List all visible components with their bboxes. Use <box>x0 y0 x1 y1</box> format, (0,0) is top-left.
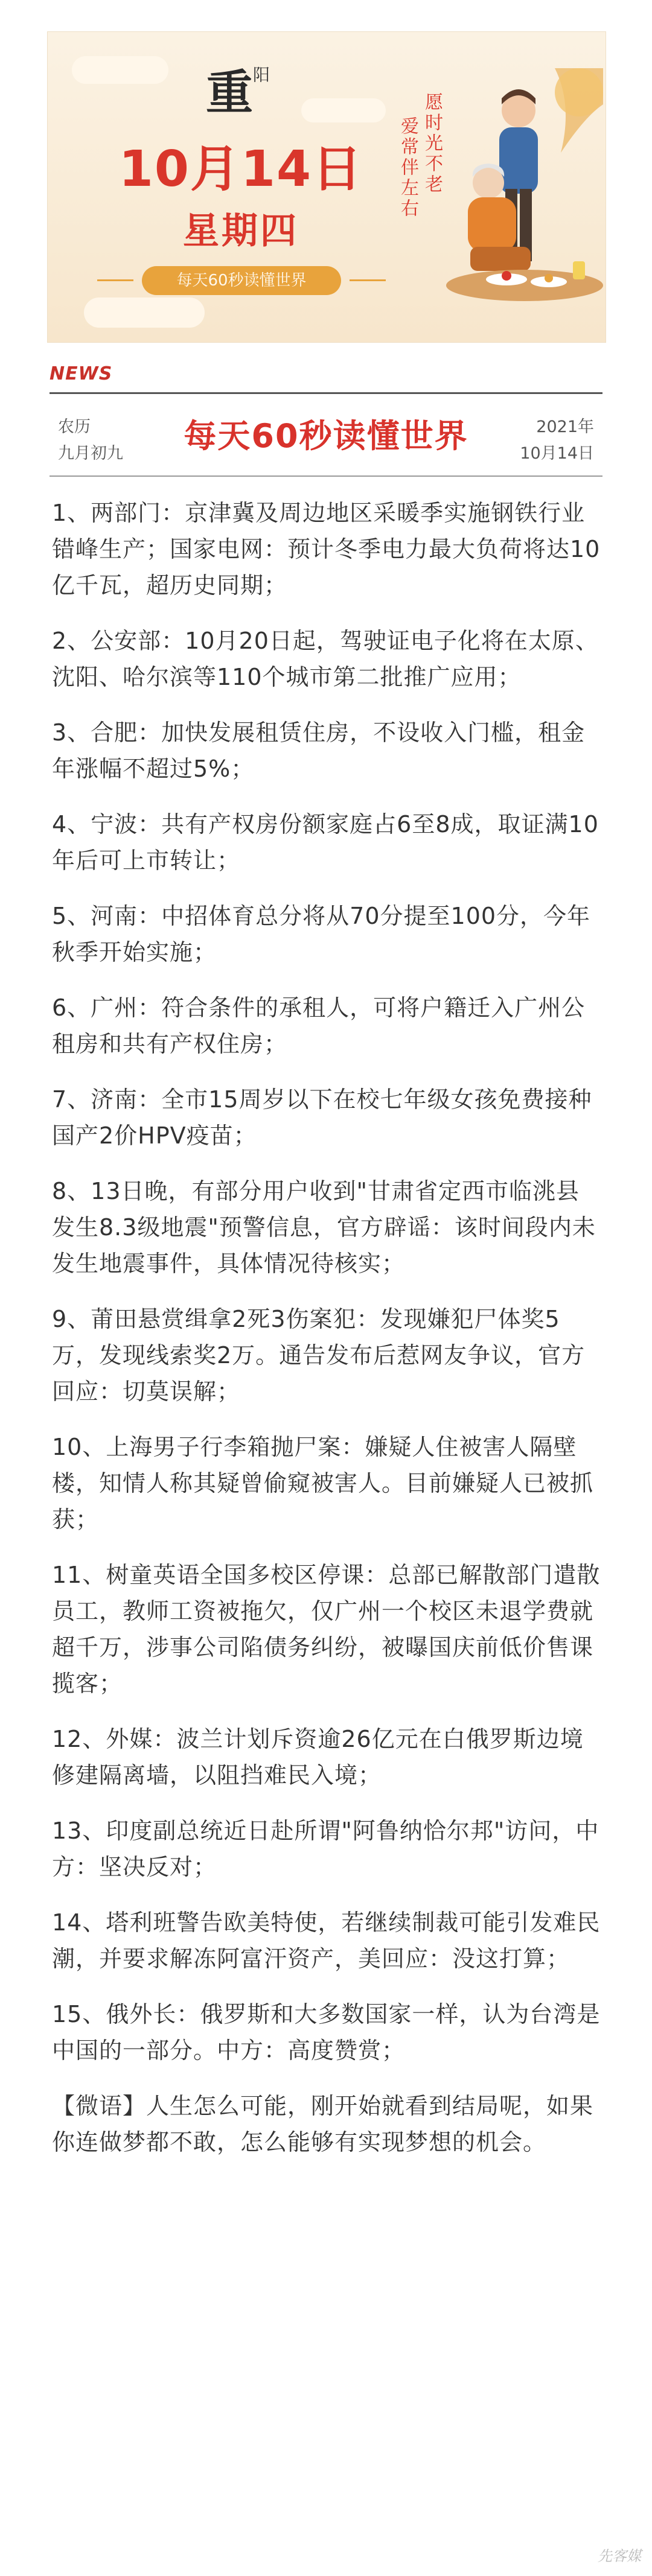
logo-char: 重 <box>206 65 254 120</box>
news-item: 1、两部门：京津冀及周边地区采暖季实施钢铁行业错峰生产；国家电网：预计冬季电力最大负荷将达10亿千瓦，超历史同期； <box>52 500 601 599</box>
lunar-line1: 农历 <box>58 418 91 436</box>
divider-bottom <box>50 475 602 477</box>
lunar-date <box>58 414 123 467</box>
logo-sub: 阳 <box>251 66 270 83</box>
gregorian-date <box>520 414 594 467</box>
news-item: 4、宁波：共有产权房份额家庭占6至8成，取证满10年后可上市转让； <box>52 811 599 874</box>
news-list <box>52 495 602 2160</box>
banner-ribbon: 每天60秒读懂世界 <box>142 266 341 295</box>
banner-image <box>47 31 606 343</box>
cloud-decoration <box>72 56 168 84</box>
news-item: 15、俄外长：俄罗斯和大多数国家一样，认为台湾是中国的一部分。中方：高度赞赏； <box>52 2001 601 2064</box>
masthead-title: 每天60秒读懂世界 <box>184 417 468 455</box>
news-item: 8、13日晚，有部分用户收到"甘肃省定西市临洮县发生8.3级地震"预警信息，官方辟谣：该时间段内未发生地震事件，具体情况待核实； <box>52 1178 596 1277</box>
banner-weekday: 星期四 <box>183 210 299 252</box>
banner-vertical-2: 爱常伴左右 <box>397 116 418 219</box>
lunar-line2: 九月初九 <box>58 444 123 463</box>
news-item: 5、河南：中招体育总分将从70分提至100分，今年秋季开始实施； <box>52 903 591 965</box>
news-item: 3、合肥：加快发展租赁住房，不设收入门槛，租金年涨幅不超过5%； <box>52 719 586 782</box>
gregorian-day: 10月14日 <box>520 444 594 463</box>
news-item: 2、公安部：10月20日起，驾驶证电子化将在太原、沈阳、哈尔滨等110个城市第二批推广应用； <box>52 628 599 690</box>
news-item: 9、莆田悬赏缉拿2死3伤案犯：发现嫌犯尸体奖5万，发现线索奖2万。通告发布后惹网友争议，官方回应：切莫误解； <box>52 1306 586 1405</box>
cloud-decoration <box>84 297 205 328</box>
news-item: 11、树童英语全国多校区停课：总部已解散部门遣散员工，教师工资被拖欠，仅广州一个校区未退学费就超千万，涉事公司陷债务纠纷，被曝国庆前低价售课揽客； <box>52 1562 601 1697</box>
festival-logo <box>206 55 278 121</box>
cloud-decoration <box>301 98 386 122</box>
banner-date: 10月14日 <box>118 141 363 198</box>
banner-vertical-1: 愿时光不老 <box>421 92 443 195</box>
news-item: 7、济南：全市15周岁以下在校七年级女孩免费接种国产2价HPV疫苗； <box>52 1086 592 1149</box>
news-item: 14、塔利班警告欧美特使，若继续制裁可能引发难民潮，并要求解冻阿富汗资产，美回应：没这打算； <box>52 1909 601 1972</box>
gregorian-year: 2021年 <box>536 418 594 436</box>
news-label: NEWS <box>50 363 113 384</box>
divider-top <box>50 392 602 394</box>
news-item: 10、上海男子行李箱抛尸案：嫌疑人住被害人隔壁楼，知情人称其疑曾偷窥被害人。目前嫌疑人已被抓获； <box>52 1434 594 1533</box>
news-item: 6、广州：符合条件的承租人，可将户籍迁入广州公租房和共有产权住房； <box>52 994 586 1057</box>
watermark: 先客媒 <box>598 2548 641 2565</box>
daily-quote: 【微语】人生怎么可能，刚开始就看到结局呢，如果你连做梦都不敢，怎么能够有实现梦想的机会。 <box>52 2093 594 2155</box>
news-item: 13、印度副总统近日赴所谓"阿鲁纳恰尔邦"访问，中方：坚决反对； <box>52 1818 599 1880</box>
news-item: 12、外媒：波兰计划斥资逾26亿元在白俄罗斯边境修建隔离墙，以阻挡难民入境； <box>52 1726 584 1789</box>
elderly-couple-illustration <box>434 68 603 340</box>
